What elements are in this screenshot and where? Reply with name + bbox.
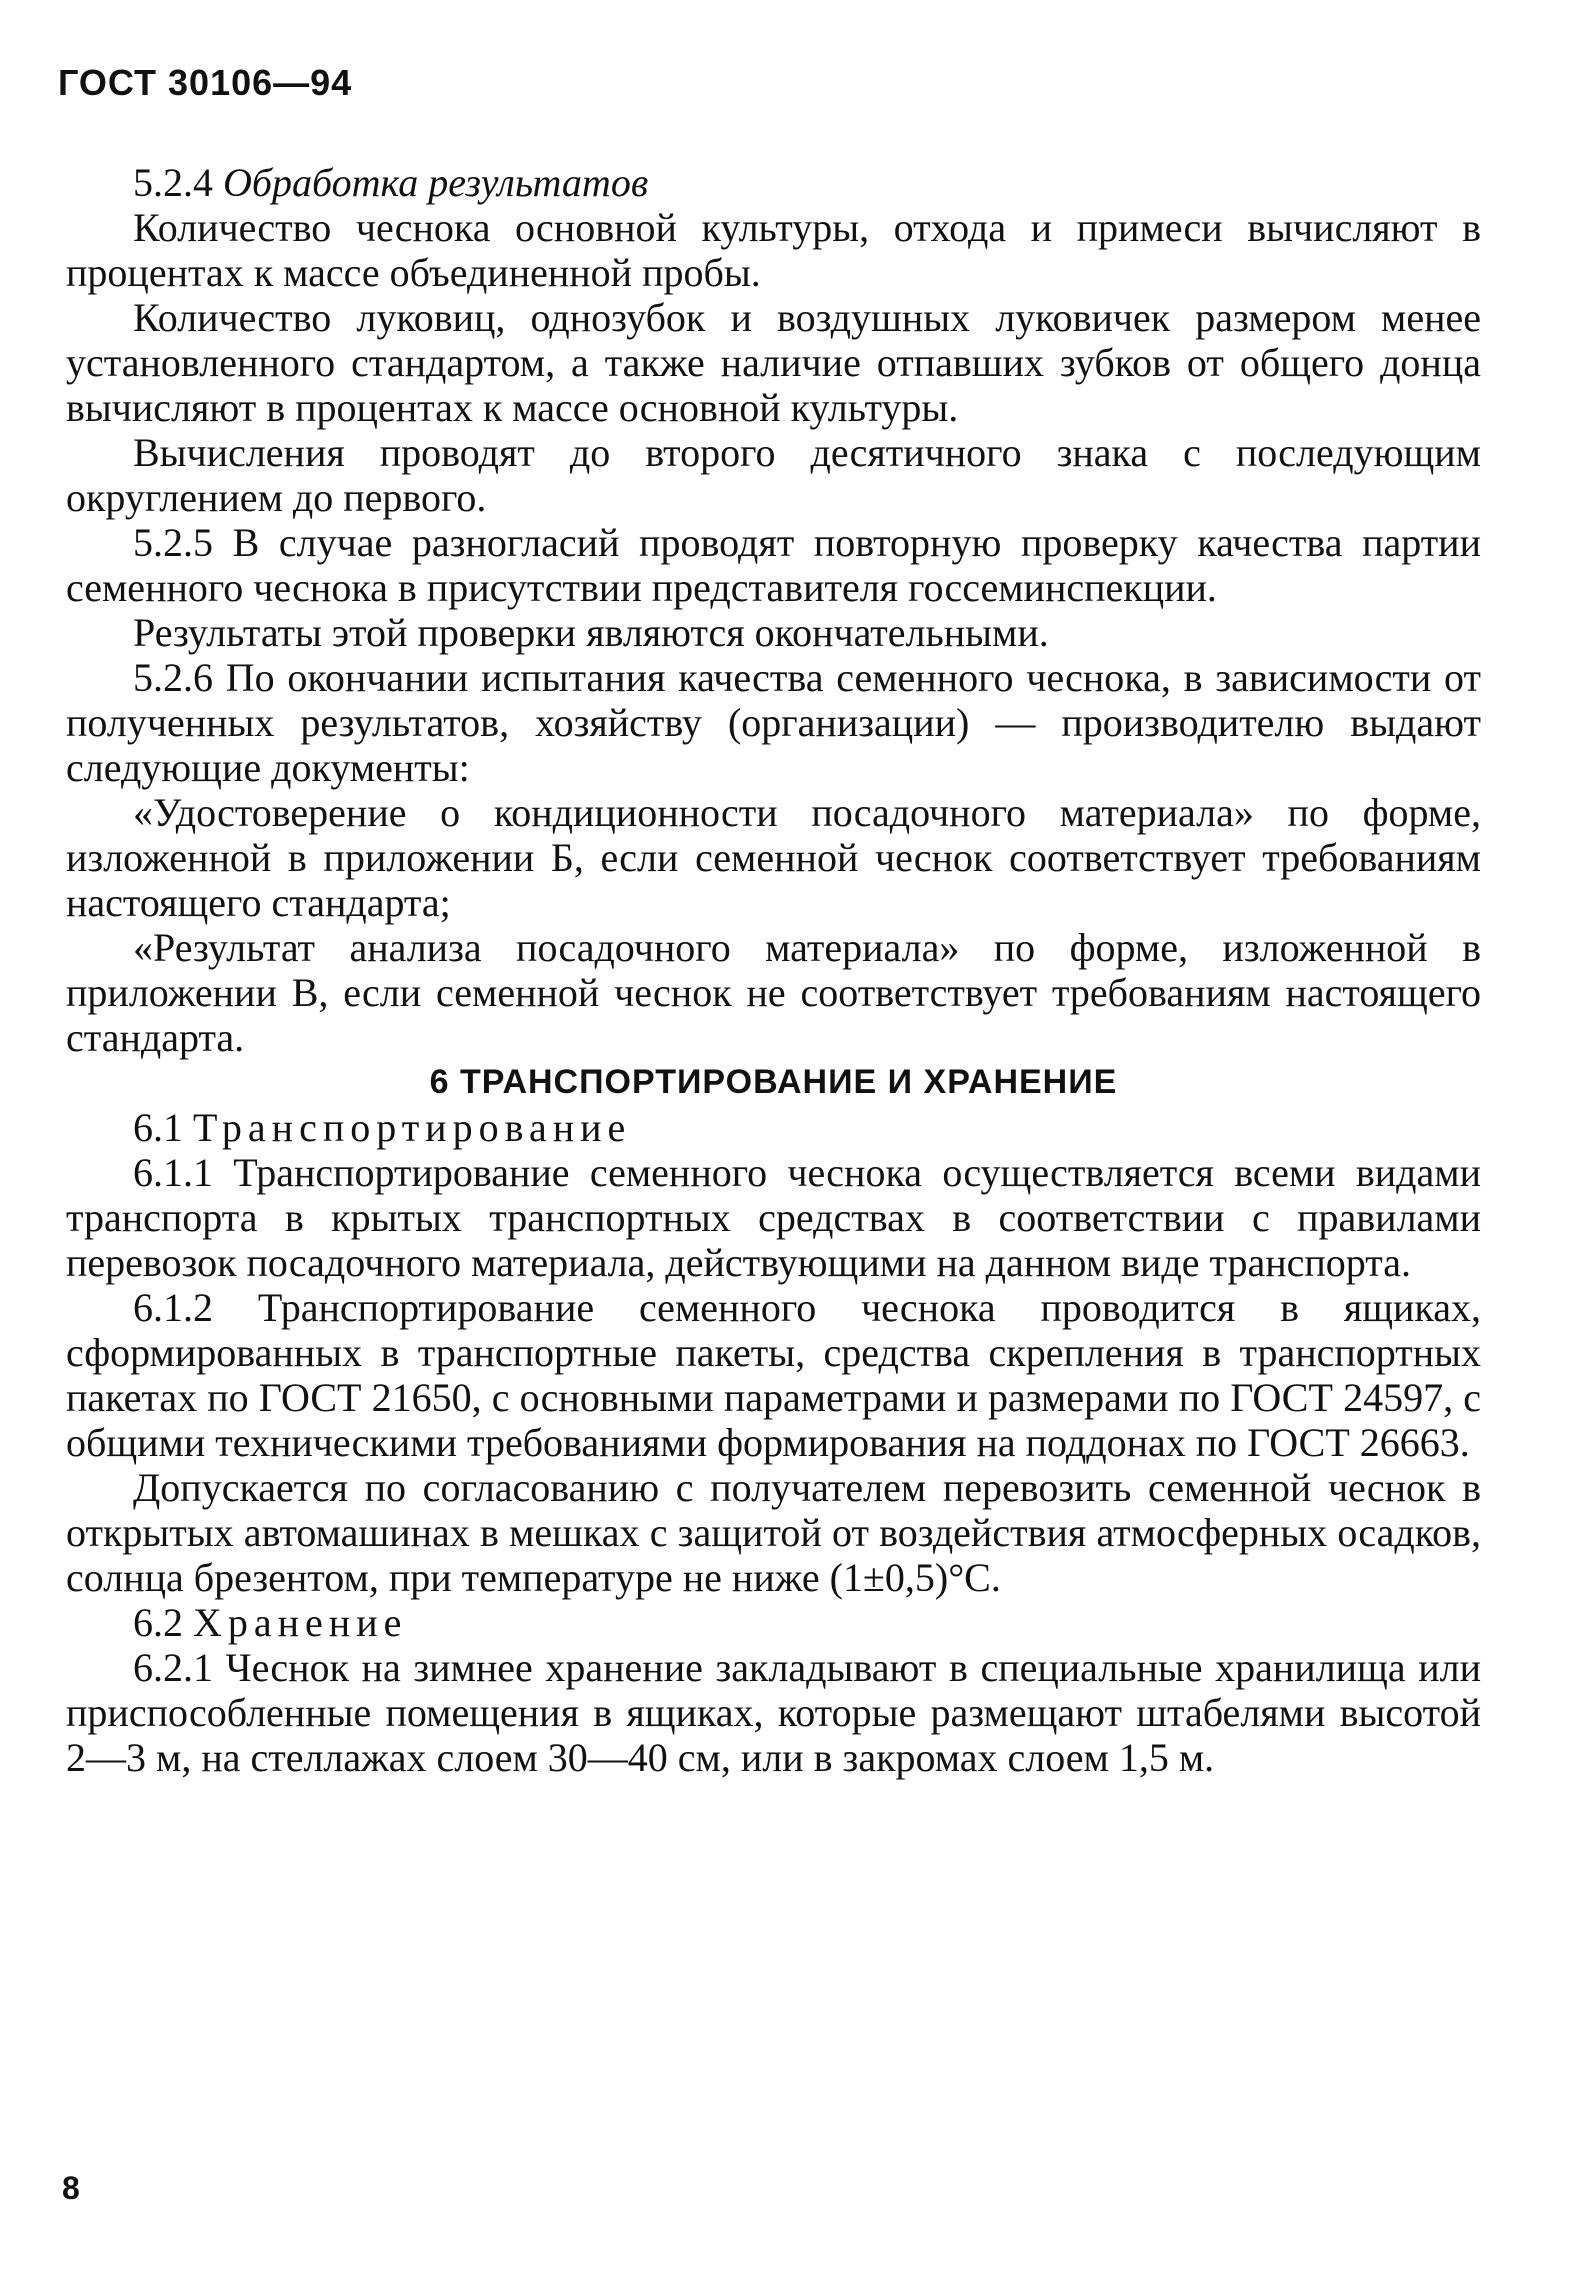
- document-code-header: ГОСТ 30106—94: [58, 62, 353, 103]
- subsection-5-2-4-title: [66, 160, 1481, 205]
- paragraph: Допускается по согласованию с получателем перевозить семенной чеснок в открытых автомашинах в мешках с защитой от воздействия атмосферных осадков, солнца брезентом, при температуре не ниже (1±0,5)°С.: [66, 1465, 1481, 1600]
- paragraph: Количество чеснока основной культуры, отхода и примеси вычисляют в процентах к массе объединенной пробы.: [66, 205, 1481, 295]
- subsection-number: 6.1: [133, 1105, 183, 1150]
- paragraph: «Удостоверение о кондиционности посадочного материала» по форме, изложенной в приложении Б, если семенной чеснок соответствует требованиям настоящего стандарта;: [66, 790, 1481, 925]
- subsection-6-2-title: [66, 1600, 1481, 1645]
- paragraph: «Результат анализа посадочного материала» по форме, изложенной в приложении В, если семенной чеснок не соответствует требованиям настоящего стандарта.: [66, 925, 1481, 1060]
- subsection-number: 6.2: [133, 1600, 183, 1645]
- paragraph: 6.1.2 Транспортирование семенного чеснока проводится в ящиках, сформированных в транспортные пакеты, средства скрепления в транспортных пакетах по ГОСТ 21650, с основными параметрами и размерами по ГОСТ 24597, с общими техническими требованиями формирования на поддонах по ГОСТ 26663.: [66, 1285, 1481, 1465]
- paragraph: Результаты этой проверки являются окончательными.: [133, 610, 1049, 655]
- subsection-6-1-title: [66, 1105, 1481, 1150]
- paragraph: 6.1.1 Транспортирование семенного чеснока осуществляется всеми видами транспорта в крытых транспортных средствах в соответствии с правилами перевозок посадочного материала, действующими на данном виде транспорта.: [66, 1150, 1481, 1285]
- subsection-title: Транспортирование: [193, 1105, 632, 1150]
- subsection-number: 5.2.4: [133, 160, 213, 205]
- paragraph: 5.2.6 По окончании испытания качества семенного чеснока, в зависимости от полученных результатов, хозяйству (организации) — производителю выдают следующие документы:: [66, 655, 1481, 790]
- section-6-heading: 6 ТРАНСПОРТИРОВАНИЕ И ХРАНЕНИЕ: [429, 1063, 1118, 1101]
- paragraph: 6.2.1 Чеснок на зимнее хранение закладывают в специальные хранилища или приспособленные помещения в ящиках, которые размещают штабелями высотой 2—3 м, на стеллажах слоем 30—40 см, или в закромах слоем 1,5 м.: [66, 1645, 1481, 1780]
- subsection-title: Хранение: [193, 1600, 408, 1645]
- subsection-title: Обработка результатов: [223, 160, 649, 205]
- document-body: [66, 160, 1481, 1780]
- page-number: 8: [62, 2170, 80, 2206]
- paragraph: Количество луковиц, однозубок и воздушных луковичек размером менее установленного стандартом, а также наличие отпавших зубков от общего донца вычисляют в процентах к массе основной культуры.: [66, 295, 1481, 430]
- paragraph: Вычисления проводят до второго десятичного знака с последующим округлением до первого.: [66, 430, 1481, 520]
- paragraph: 5.2.5 В случае разногласий проводят повторную проверку качества партии семенного чеснока в присутствии представителя госсеминспекции.: [66, 520, 1481, 610]
